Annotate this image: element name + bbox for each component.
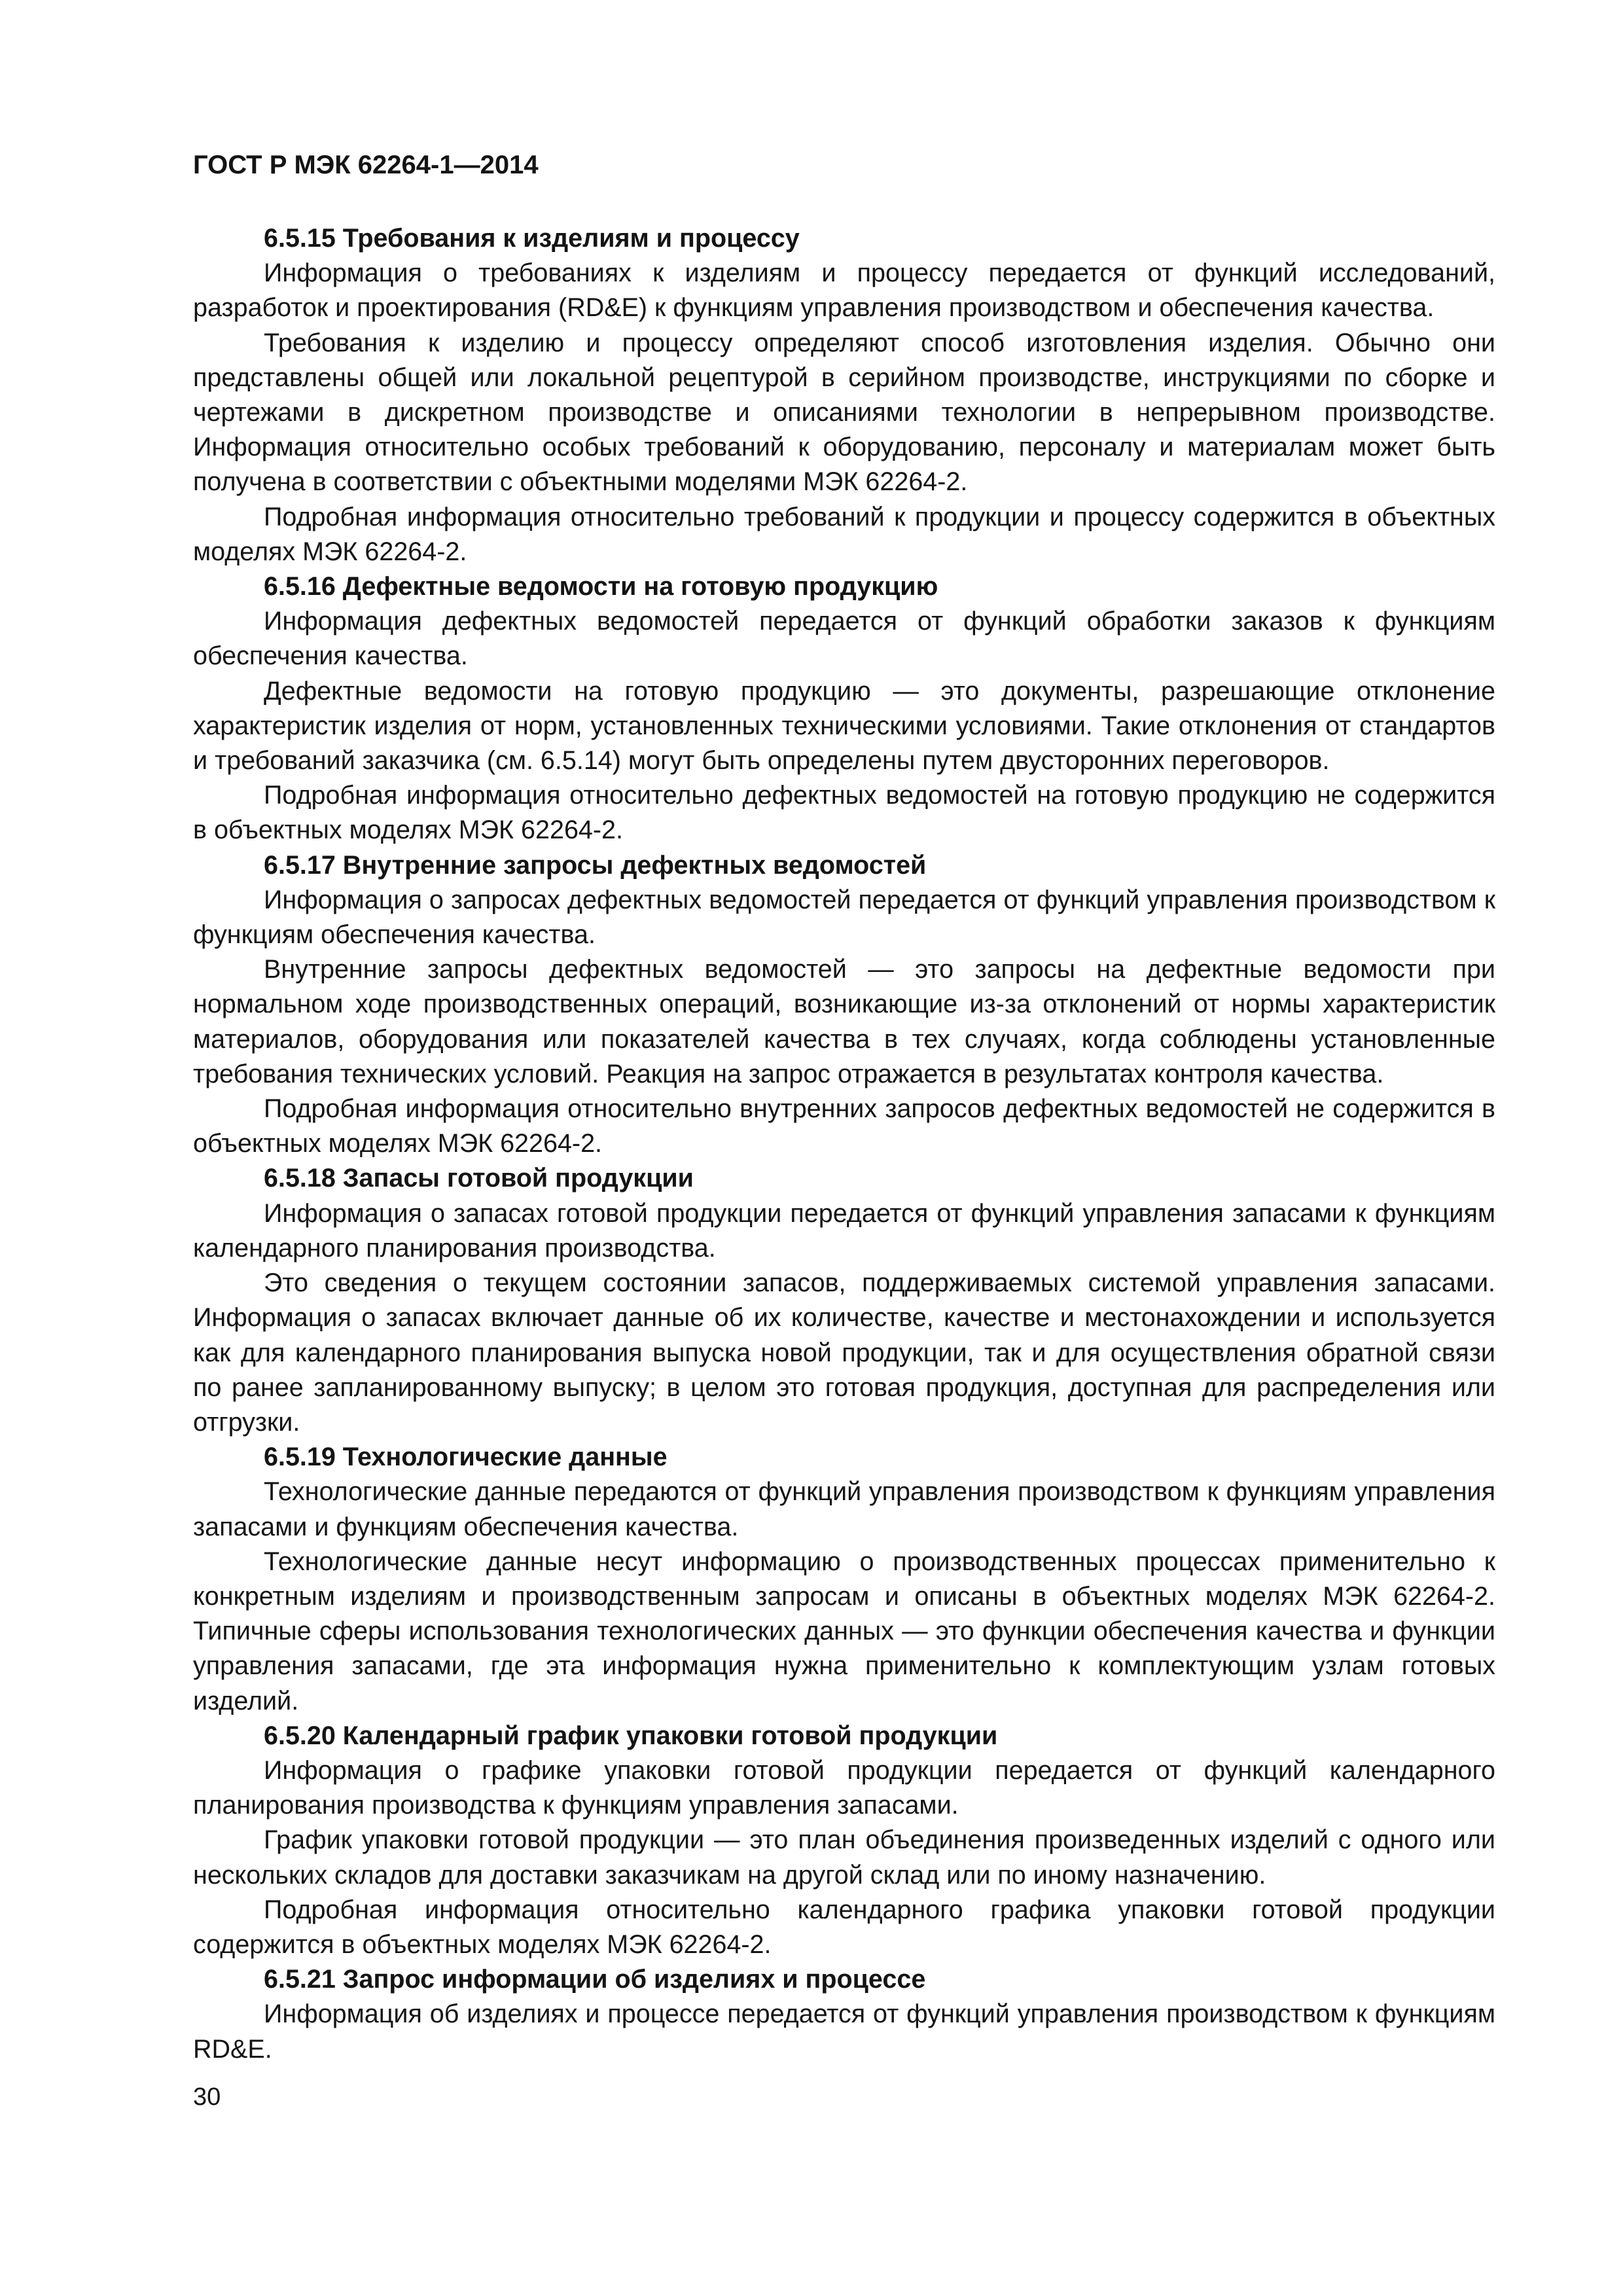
- document-header: ГОСТ Р МЭК 62264-1—2014: [193, 151, 539, 179]
- body-paragraph: Подробная информация относительно внутренних запросов дефектных ведомостей не содержится в объектных моделях МЭК 62264-2.: [193, 1094, 1495, 1158]
- body-paragraph: Подробная информация относительно требований к продукции и процессу содержится в объектных моделях МЭК 62264-2.: [193, 502, 1495, 566]
- body-paragraph: Технологические данные передаются от функций управления производством к функциям управления запасами и функциям обеспечения качества.: [193, 1477, 1495, 1541]
- section-heading: 6.5.18 Запасы готовой продукции: [264, 1164, 694, 1193]
- page-number: 30: [193, 2083, 221, 2111]
- body-paragraph: Подробная информация относительно дефектных ведомостей на готовую продукцию не содержится в объектных моделях МЭК 62264-2.: [193, 781, 1495, 845]
- body-paragraph: Информация об изделиях и процессе передается от функций управления производством к функциям RD&E.: [193, 2000, 1495, 2064]
- section-heading: 6.5.17 Внутренние запросы дефектных ведомостей: [264, 850, 927, 880]
- body-paragraph: Это сведения о текущем состоянии запасов, поддерживаемых системой управления запасами. Информация о запасах включает данные об их количестве, качестве и местонахождении и используется как для календарного планирования выпуска новой продукции, так и для осуществления обратной связи по ранее запланированному выпуску; в целом это готовая продукция, доступная для распределения или отгрузки.: [193, 1268, 1495, 1437]
- section-heading: 6.5.19 Технологические данные: [264, 1443, 668, 1472]
- section-heading: 6.5.20 Календарный график упаковки готовой продукции: [264, 1721, 998, 1750]
- section-heading: 6.5.16 Дефектные ведомости на готовую продукцию: [264, 572, 938, 601]
- body-paragraph: Информация о графике упаковки готовой продукции передается от функций календарного планирования производства к функциям управления запасами.: [193, 1755, 1495, 1820]
- body-paragraph: Подробная информация относительно календарного графика упаковки готовой продукции содержится в объектных моделях МЭК 62264-2.: [193, 1895, 1495, 1959]
- section-heading: 6.5.21 Запрос информации об изделиях и процессе: [264, 1965, 926, 1994]
- body-paragraph: Требования к изделию и процессу определяют способ изготовления изделия. Обычно они представлены общей или локальной рецептурой в серийном производстве, инструкциями по сборке и чертежами в дискретном производстве и описаниями технологии в непрерывном производстве. Информация относительно особых требований к оборудованию, персоналу и материалам может быть получена в соответствии с объектными моделями МЭК 62264-2.: [193, 328, 1495, 497]
- section-heading: 6.5.15 Требования к изделиям и процессу: [264, 224, 800, 253]
- body-paragraph: Информация о требованиях к изделиям и процессу передается от функций исследований, разработок и проектирования (RD&E) к функциям управления производством и обеспечения качества.: [193, 259, 1495, 323]
- document-body: [193, 221, 1495, 2067]
- body-paragraph: Информация дефектных ведомостей передается от функций обработки заказов к функциям обеспечения качества.: [193, 607, 1495, 671]
- body-paragraph: Информация о запасах готовой продукции передается от функций управления запасами к функциям календарного планирования производства.: [193, 1198, 1495, 1263]
- body-paragraph: Дефектные ведомости на готовую продукцию — это документы, разрешающие отклонение характеристик изделия от норм, установленных техническими условиями. Такие отклонения от стандартов и требований заказчика (см. 6.5.14) могут быть определены путем двусторонних переговоров.: [193, 676, 1495, 776]
- body-paragraph: Внутренние запросы дефектных ведомостей — это запросы на дефектные ведомости при нормальном ходе производственных операций, возникающие из-за отклонений от нормы характеристик материалов, оборудования или показателей качества в тех случаях, когда соблюдены установленные требования технических условий. Реакция на запрос отражается в результатах контроля качества.: [193, 955, 1495, 1088]
- body-paragraph: Технологические данные несут информацию о производственных процессах применительно к конкретным изделиям и производственным запросам и описаны в объектных моделях МЭК 62264-2. Типичные сферы использования технологических данных — это функции обеспечения качества и функции управления запасами, где эта информация нужна применительно к комплектующим узлам готовых изделий.: [193, 1547, 1495, 1715]
- body-paragraph: График упаковки готовой продукции — это план объединения произведенных изделий с одного или нескольких складов для доставки заказчикам на другой склад или по иному назначению.: [193, 1825, 1495, 1890]
- body-paragraph: Информация о запросах дефектных ведомостей передается от функций управления производством к функциям обеспечения качества.: [193, 885, 1495, 950]
